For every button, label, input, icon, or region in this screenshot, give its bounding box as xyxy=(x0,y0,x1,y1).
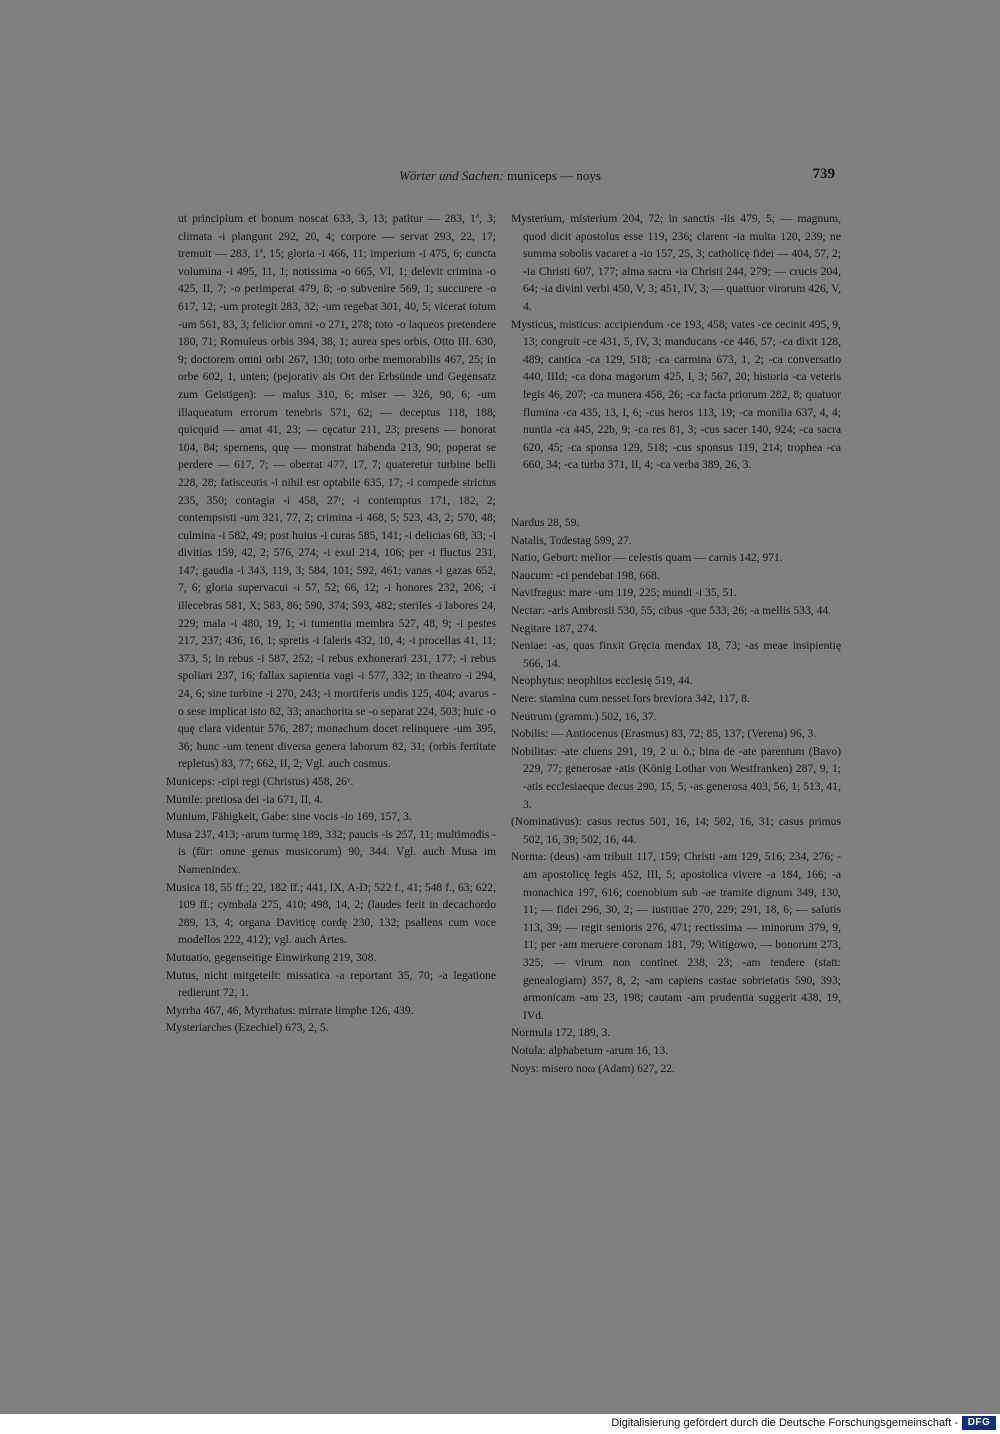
index-entry: Nardus 28, 59. xyxy=(511,516,580,530)
digitization-footer xyxy=(0,1414,1000,1434)
left-column xyxy=(166,210,496,1037)
index-entry: Natalis, Todestag 599, 27. xyxy=(511,533,632,547)
index-entry: Musica 18, 55 ff.; 22, 182 ff.; 441, IX, A-D; 522 f., 41; 548 f., 63; 622, 109 ff.; cymbala 275, 410; 498, 14, 2; (laudes ferit in decachordo 289, 13, 4; organa Daviticę cordę 230, 132; psallens cum voce modellos 222, 412); vgl. auch Artes. xyxy=(166,880,496,947)
page-number: 739 xyxy=(812,166,835,182)
right-column xyxy=(511,210,841,1077)
index-entry: Municeps: -cipi regi (Christus) 458, 26ᵛ. xyxy=(166,775,354,788)
index-entry: Mysteriarches (Ezechiel) 673, 2, 5. xyxy=(166,1021,329,1035)
index-entry: Noys: misero noω (Adam) 627, 22. xyxy=(511,1061,675,1075)
index-entry: Neophytus: neophitos ecclesię 519, 44. xyxy=(511,674,693,688)
index-entry: Naucum: -ci pendebat 198, 668. xyxy=(511,568,660,582)
section-gap xyxy=(511,486,841,503)
index-entry: Nobilis: — Antiocenus (Erasmus) 83, 72; 85, 137; (Verena) 96, 3. xyxy=(511,727,817,741)
index-entry: Negitare 187, 274. xyxy=(511,621,598,635)
index-entry: Normula 172, 189, 3. xyxy=(511,1026,611,1040)
index-entry: Mutus, nicht mitgeteilt: missatica -a reportant 35, 70; -a legatione redierunt 72, 1. xyxy=(166,968,496,1000)
footer-credit: Digitalisierung gefördert durch die Deutsche Forschungsgemeinschaft - xyxy=(611,1417,958,1429)
index-entry: Norma: (deus) -am tribuit 117, 159; Christi -am 129, 516; 234, 276; -am apostolicę legis 452, III, 5; apostolica vivere -a 184, 166; -a monachica 197, 616; coenobium sub -ae tramite dignum 349, 130, 11; — fidei 296, 30, 2; — iustitiae 270, 229; 291, 18, 6; — salutis 113, 39; — regit senioris 276, 471; rectissima — minorum 379, 9, 11; per -am meruere coronam 181, 79; Witigowo, — bonorum 273, 325; — virum non continet 238, 23; -am tendere (statt: genealogiam) 357, 8, 2; -am capiens castae sobrietatis 590, 393; armonicam -am 23, 198; cautam -am prudentia suggerit 438, 19, IVd. xyxy=(511,850,841,1022)
index-entry: Nectar: -aris Ambrosii 530, 55; cibus -que 533, 26; -a mellis 533, 44. xyxy=(511,604,832,618)
index-entry: Neutrum (gramm.) 502, 16, 37. xyxy=(511,709,657,723)
index-entry: Mysterium, misterium 204, 72; in sanctis -iis 479, 5; — magnum, quod dicit apostolus esse 119, 236; clarent -ia multa 120, 239; ne summa sobolis vacaret a -io 157, 25, 3; catholicę fidei — 404, 57, 2; -ia Christi 607, 177; alma sacra -ia Christi 244, 279; — crucis 204, 64; -ia divini verbi 450, V, 3; 451, IV, 3; — quattuor virorum 426, V, 4. xyxy=(511,212,841,313)
index-entry: (Nominativus): casus rectus 501, 16, 14; 502, 16, 31; casus primus 502, 16, 39; 502, 16, 44. xyxy=(511,815,841,846)
index-entry: Nobilitas: -ate cluens 291, 19, 2 u. ö.; bina de -ate parentum (Bavo) 229, 77; generosae -atis (König Lothar von Westfranken) 287, 9, 1; -atis ecclesiaeque decus 290, 15, 5; -as generosa 403, 56, 1; 513, 41, 3. xyxy=(511,744,841,811)
index-entry: Munium, Fähigkeit, Gabe: sine vocis -io 169, 157, 3. xyxy=(166,810,412,824)
index-entry: Mysticus, misticus: accipiendum -ce 193, 458; vates -ce cecinit 495, 9, 13; congruit -ce 431, 5, IV, 3; manducans -ce 446, 57; -ca dixit 128, 489; cantica -ca 129, 518; -ca carmina 673, 1, 2; -ca conversatio 440, IIId; -ca dona magorum 425, I, 3; 567, 20; historia -ca veteris legis 46, 207; -ca munera 458, 26; -ca facta priorum 282, 8; quatuor flumina -ca 435, 13, I, 6; -cus heros 113, 19; -ca monilia 637, 4, 4; nuntia -ca 445, 22b, 9; -ca res 81, 3; -cus sacer 140, 924; -ca sacra 620, 45; -ca sponsa 129, 518; -cus sponsus 119, 214; trophea -ca 660, 34; -ca turba 371, II, 4; -ca verba 389, 26, 3. xyxy=(511,317,841,472)
index-entry-continuation: ut principium et bonum noscat 633, 3, 13; patitur — 283, 1ª, 3; climata -i plangunt 292, 20, 4; corpore — servat 293, 22, 17; tremuit — 283, 1ª, 15; gloria -i 466, 11; imperium -i 475, 6; cuncta volumina -i 495, 11, 1; notissima -o 665, VI, 1; delevit crimina -o 425, II, 7; -o perimperat 479, 8; -o subvenire 569, 1; succurere -o 617, 12; -um protegit 283, 32; -um regebat 301, 40, 5; vicerat totum -um 561, 83, 3; felicior omni -o 271, 278; toto -o laqueos pretendere 180, 71; Romuleus orbis 394, 38, 1; aurea spes orbis, Otto III. 630, 9; doctorem omni orbi 267, 130; toto orbe memorabilis 467, 25; in orbe 602, 1, unten; (pejorativ als Ort der Erbsünde und Gegensatz zum Geistigen): — malus 310, 6; miser — 326, 90, 6; -um illaqueatum errorum tenebris 571, 62; — deceptus 118, 188; quicquid — amat 41, 23; — cęcatur 211, 23; presens — honorat 104, 84; spernens, quę — monstrat habenda 213, 90; poperat se perdere — 617, 7; — oberrat 477, 17, 7; quateretur turbine belli 228, 28; fatisceutis -i nihil est optabile 635, 17; -i compede strictus 235, 350; contagia -i 458, 27ʳ; -i contemptus 171, 182, 2; contempsisti -um 321, 77, 2; crimina -i 468, 5; 523, 43, 2; 570, 48; culmina -i 582, 49; post huius -i curas 585, 141; -i delicias 68, 33; -i divitias 159, 42, 2; 576, 274; -i exul 214, 106; per -i fluctus 231, 147; gaudia -i 343, 119, 3; 584, 101; 592, 461; vanas -i gazas 652, 7, 6; gloria supervacui -i 57, 52; 66, 12; -i honores 232, 206; -i illecebras 581, X; 583, 86; 590, 374; 593, 482; steriles -i labores 24, 229; mala -i 480, 19, 1; -i tumentia membra 527, 48, 9; -i pestes 217, 237; 436, 16, 1; spretis -i faleris 432, 10, 4; -i procellas 41, 11; 373, 5; in rebus -i 587, 252; -i rebus exhonerari 231, 177; -i rebus spoliari 237, 16; fallax sapientia vagi -i 577, 332; in theatro -i 294, 24, 6; sine turbine -i 270, 243; -i mortiferis undis 125, 404; avarus -o sese implicat isto 82, 33; anachorita se -o separat 224, 503; huic -o quę clara videntur 576, 287; monachum docet relinquere -um 395, 36; hunc -um tenent diversa genera laborum 82, 31; (orbis fertitate repletus) 83, 77; 662, II, 2; Vgl. auch cosmus. xyxy=(178,212,496,771)
running-head-title-italic: Wörter und Sachen: xyxy=(399,168,504,183)
index-entry: Myrrha 467, 46, Myrrhatus: mirrate limphe 126, 439. xyxy=(166,1003,414,1017)
index-entry: Navifragus: mare -um 119, 225; mundi -i 35, 51. xyxy=(511,586,737,600)
index-entry: Mutuatio, gegenseitige Einwirkung 219, 308. xyxy=(166,950,377,964)
index-entry: Natio, Geburt: melior — celestis quam — carnis 142, 971. xyxy=(511,551,783,565)
index-entry: Nere: stamina cum nesset fors breviora 342, 117, 8. xyxy=(511,692,750,706)
running-head-title-rest: municeps — noys xyxy=(503,168,601,183)
running-head xyxy=(165,168,835,188)
index-entry: Neniae: -as, quas finxit Gręcia mendax 18, 73; -as meae insipientię 566, 14. xyxy=(511,639,841,670)
dfg-logo-icon: DFG xyxy=(962,1416,996,1430)
index-entry: Munile: pretiosa dei -ia 671, II, 4. xyxy=(166,792,323,806)
index-entry: Notula: alphabetum -arum 16, 13. xyxy=(511,1043,669,1057)
running-head-title xyxy=(165,168,835,184)
index-entry: Musa 237, 413; -arum turmę 189, 332; paucis -is 257, 11; multimodis -is (für: omne genus musicorum) 90, 344. Vgl. auch Musa im Namenindex. xyxy=(166,827,496,876)
